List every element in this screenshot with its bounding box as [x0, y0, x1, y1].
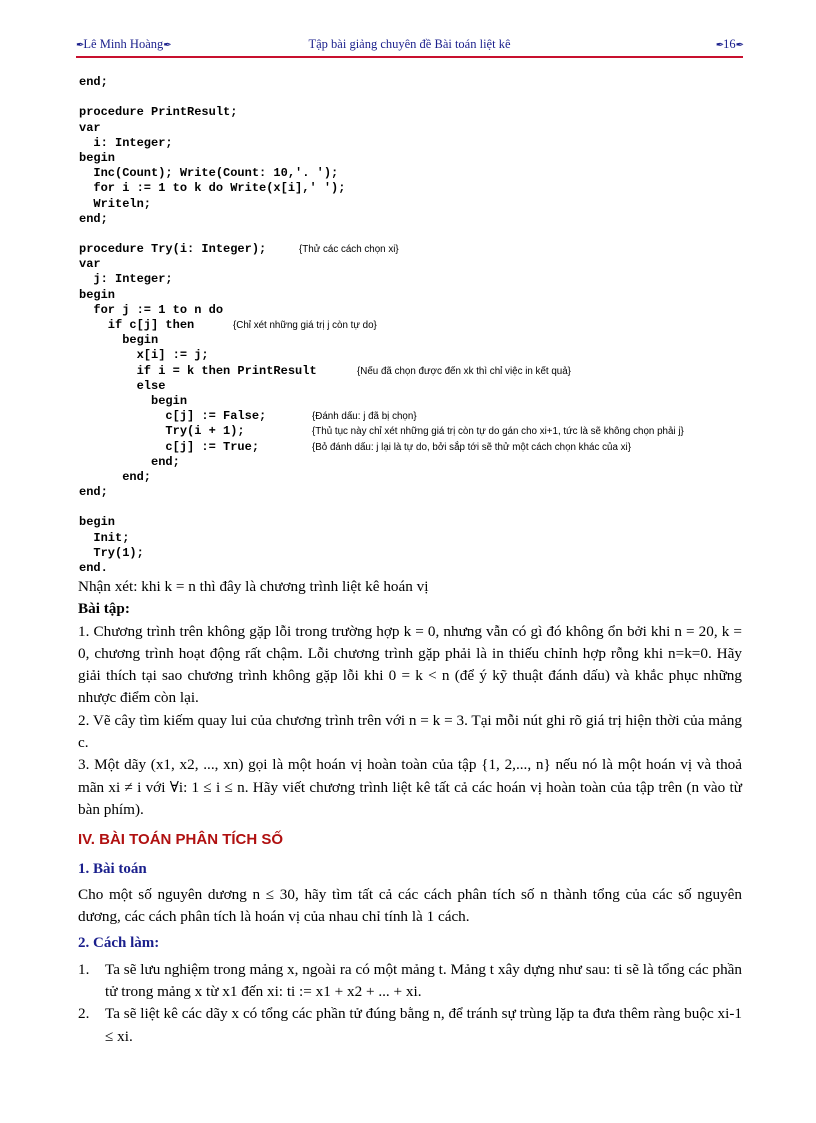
code-block	[79, 75, 759, 576]
code-line: x[i] := j;	[79, 348, 209, 363]
remark: Nhận xét: khi k = n thì đây là chương trình liệt kê hoán vị	[78, 578, 429, 595]
code-line: begin	[79, 150, 116, 165]
problem-statement: Cho một số nguyên dương n ≤ 30, hãy tìm tất cả các cách phân tích số n thành tổng của các số nguyên dương, các cách phân tích là hoán vị của nhau chỉ tính là 1 cách.	[78, 885, 742, 926]
code-line: var	[79, 257, 101, 272]
code-line: end;	[79, 75, 108, 89]
code-line: c[j] := False; {Đánh dấu: j đã bị chọn}	[79, 409, 417, 424]
code-line: end;	[79, 469, 152, 484]
code-line: Try(1);	[79, 545, 144, 560]
code-line: Writeln;	[79, 196, 152, 211]
code-comment: {Nếu đã chọn được đến xk thì chỉ việc in kết quả}	[357, 365, 571, 377]
code-line: Inc(Count); Write(Count: 10,'. ');	[79, 166, 339, 181]
code-line: i: Integer;	[79, 135, 173, 150]
section-heading: IV. BÀI TOÁN PHÂN TÍCH SỐ	[78, 831, 284, 849]
header-rule	[76, 56, 743, 58]
code-line: if i = k then PrintResult {Nếu đã chọn được đến xk thì chỉ việc in kết quả}	[79, 363, 571, 378]
code-line: for i := 1 to k do Write(x[i],' ');	[79, 181, 346, 196]
header-title: Tập bài giảng chuyên đề Bài toán liệt kê	[308, 37, 511, 51]
code-line: if c[j] then {Chỉ xét những giá trị j còn tự do}	[79, 318, 377, 332]
code-line: begin	[79, 393, 188, 408]
header-page-number: ✒16✒	[715, 37, 743, 51]
code-comment: {Chỉ xét những giá trị j còn tự do}	[233, 320, 377, 331]
code-line: for j := 1 to n do	[79, 302, 224, 317]
code-line: Try(i + 1); {Thủ tục này chỉ xét những giá trị còn tự do gán cho xi+1, tức là sẽ không chọn phải j}	[79, 424, 684, 439]
code-line: begin	[79, 333, 159, 348]
code-comment: {Bỏ đánh dấu: j lại là tự do, bởi sắp tới sẽ thử một cách chọn khác của xi}	[312, 441, 631, 453]
exercise-2: 2. Vẽ cây tìm kiếm quay lui của chương trình trên với n = k = 3. Tại mỗi nút ghi rõ giá trị hiện thời của mảng c.	[78, 711, 742, 752]
code-line	[79, 227, 759, 242]
code-line: Init;	[79, 530, 130, 545]
code-line: end.	[79, 561, 108, 575]
subsection-heading: 2. Cách làm:	[78, 935, 160, 952]
ornament-icon: ✒	[163, 40, 171, 51]
code-line	[79, 90, 759, 105]
code-line: c[j] := True; {Bỏ đánh dấu: j lại là tự do, bởi sắp tới sẽ thử một cách chọn khác của xi}	[79, 439, 631, 454]
list-item: 1. Ta sẽ lưu nghiệm trong mảng x, ngoài ra có một mảng t. Mảng t xây dựng như sau: ti sẽ là tổng các phần tử trong mảng x từ x1 đến xi: ti := x1 + x2 + ... + xi.	[78, 960, 742, 1001]
code-line: end;	[79, 454, 180, 469]
code-line: end;	[79, 211, 108, 226]
exercises-title: Bài tập:	[78, 600, 130, 618]
code-line: end;	[79, 485, 108, 500]
ornament-icon: ✒	[715, 40, 724, 51]
code-comment: {Thủ tục này chỉ xét những giá trị còn tự do gán cho xi+1, tức là sẽ không chọn phải j}	[312, 426, 684, 438]
code-line: begin	[79, 287, 116, 302]
page-header	[76, 37, 743, 55]
code-comment: {Đánh dấu: j đã bị chọn}	[312, 411, 417, 423]
code-line	[79, 500, 759, 515]
ornament-icon: ✒	[76, 40, 84, 51]
code-line: else	[79, 378, 166, 393]
document-body	[78, 576, 742, 1048]
code-line: j: Integer;	[79, 272, 173, 287]
subsection-heading: 1. Bài toán	[78, 860, 147, 877]
list-item: 2. Ta sẽ liệt kê các dãy x có tổng các phần tử đúng bằng n, để tránh sự trùng lặp ta đưa thêm ràng buộc xi-1 ≤ xi.	[78, 1005, 742, 1045]
exercise-1: 1. Chương trình trên không gặp lỗi trong trường hợp k = 0, nhưng vẫn có gì đó không ổn bởi khi n = 20, k = 0, chương trình hoạt động rất chậm. Lỗi chương trình gặp phải là in thiếu chỉnh hợp rỗng khi n=k=0. Hãy giải thích tại sao chương trình không gặp lỗi khi 0 = k < n (để ý kỹ thuật đánh dấu) và khắc phục những nhược điểm còn lại.	[78, 622, 742, 707]
code-line: var	[79, 120, 101, 135]
code-comment: {Thử các cách chọn xi}	[299, 244, 399, 256]
code-line: procedure PrintResult;	[79, 105, 238, 120]
code-line: procedure Try(i: Integer); {Thử các cách chọn xi}	[79, 242, 399, 257]
header-author: ✒Lê Minh Hoàng✒	[76, 37, 171, 51]
ornament-icon: ✒	[735, 40, 743, 51]
code-line: begin	[79, 515, 116, 530]
exercise-3: 3. Một dãy (x1, x2, ..., xn) gọi là một hoán vị hoàn toàn của tập {1, 2,..., n} nếu nó là một hoán vị và thoả mãn xi ≠ i với ∀i: 1 ≤ i ≤ n. Hãy viết chương trình liệt kê tất cả các hoán vị hoàn toàn của tập trên (n vào từ bàn phím).	[78, 756, 742, 818]
